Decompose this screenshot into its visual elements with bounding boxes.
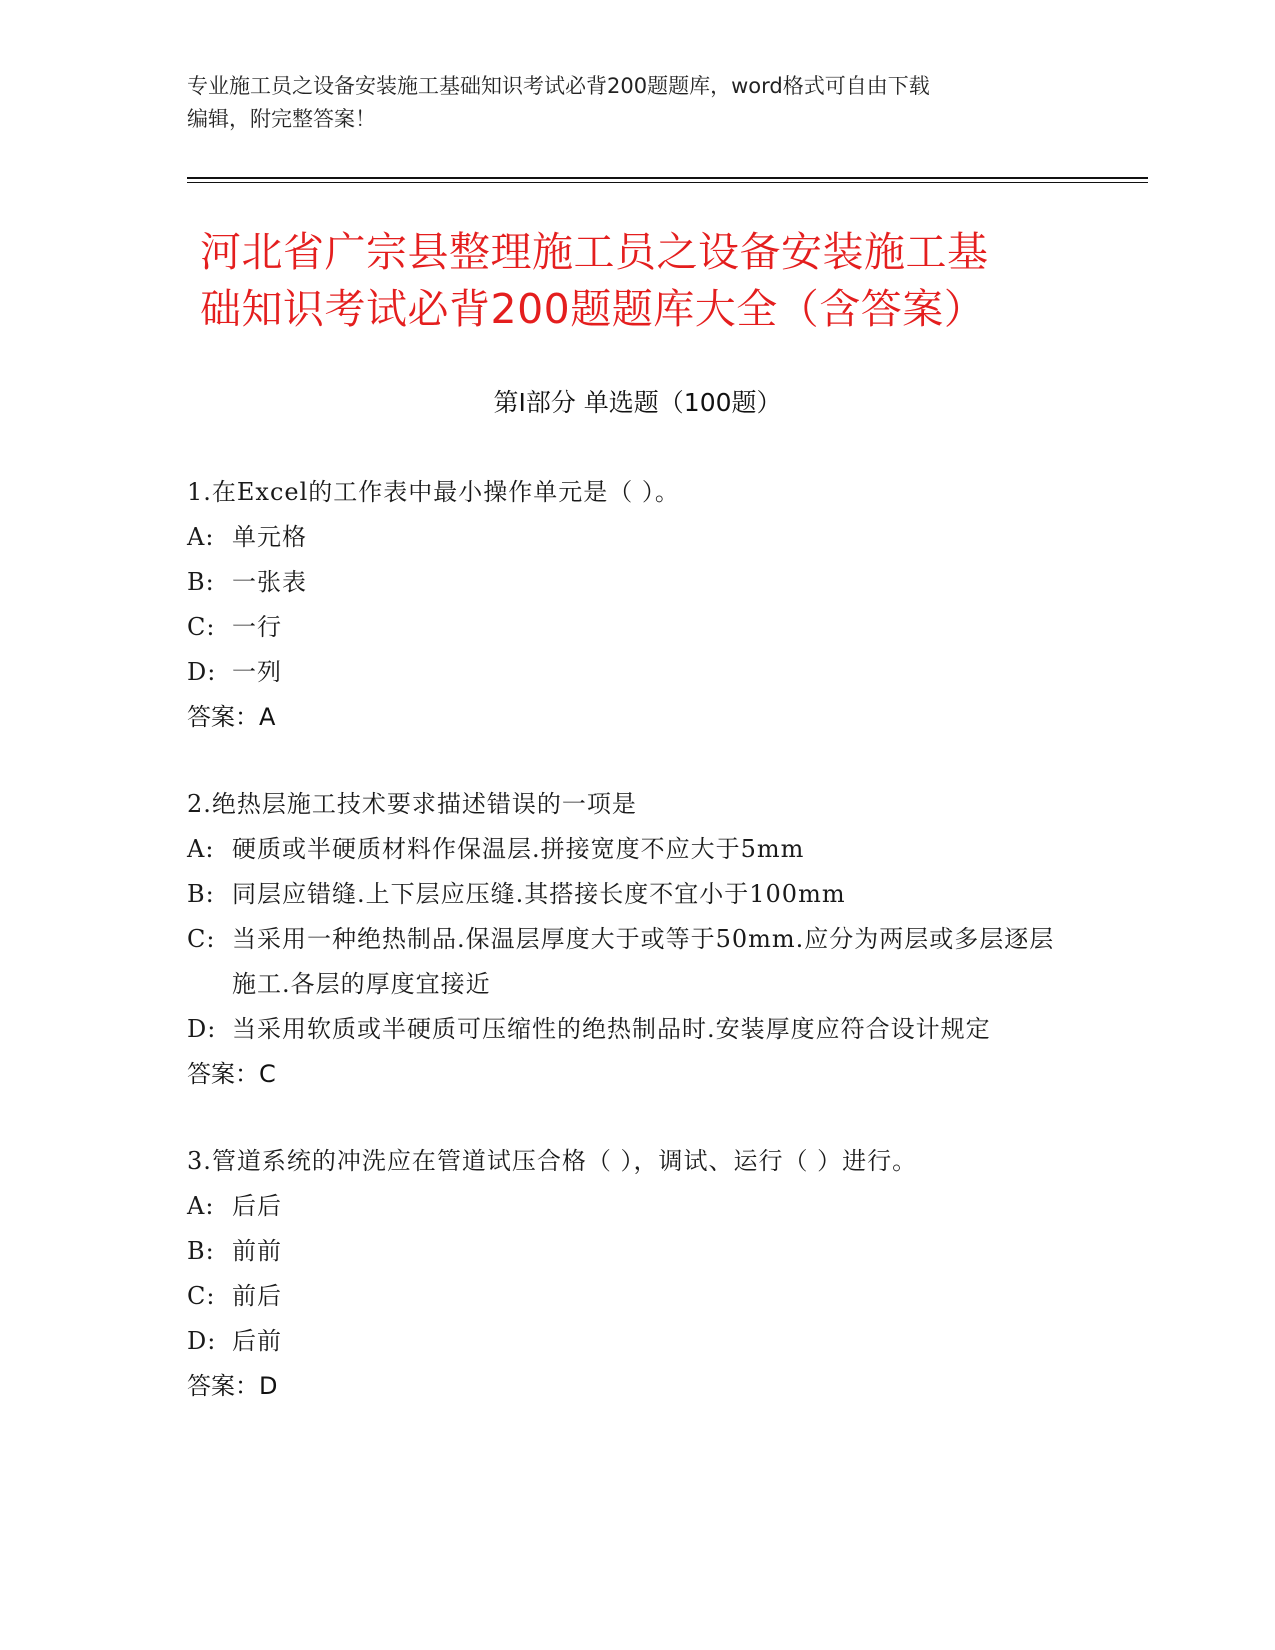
document-title-line-1: 河北省广宗县整理施工员之设备安装施工基 [200, 228, 989, 276]
option-text: 当采用软质或半硬质可压缩性的绝热制品时.安装厚度应符合设计规定 [232, 1015, 991, 1043]
option-c [187, 605, 1077, 650]
option-letter: B: [187, 568, 215, 596]
option-letter: C: [187, 925, 216, 953]
option-letter: B: [187, 1237, 215, 1265]
option-letter: D: [187, 658, 217, 686]
answer-label: 答案：C [187, 1060, 276, 1088]
option-letter: C: [187, 613, 216, 641]
answer-label: 答案：A [187, 703, 276, 731]
option-letter: A: [187, 1192, 215, 1220]
option-d [187, 1319, 1077, 1364]
option-letter: D: [187, 1015, 217, 1043]
option-d [187, 1007, 1077, 1052]
option-b [187, 1229, 1077, 1274]
option-text: 当采用一种绝热制品.保温层厚度大于或等于50mm.应分为两层或多层逐层施工.各层的厚度宜接近 [232, 925, 1055, 998]
document-title-line-2: 础知识考试必背200题题库大全（含答案） [200, 285, 986, 333]
option-d [187, 650, 1077, 695]
option-letter: A: [187, 835, 215, 863]
question-list [187, 470, 1077, 1451]
option-letter: D: [187, 1327, 217, 1355]
option-c [187, 1274, 1077, 1319]
option-b [187, 872, 1077, 917]
header-note [187, 70, 1087, 136]
header-divider-thick [187, 177, 1148, 179]
option-text: 一行 [232, 613, 282, 641]
option-text: 后后 [232, 1192, 282, 1220]
option-text: 前后 [232, 1282, 282, 1310]
header-note-line-2: 编辑，附完整答案！ [187, 107, 376, 131]
header-note-line-1: 专业施工员之设备安装施工基础知识考试必背200题题库，word格式可自由下载 [187, 74, 930, 98]
option-letter: C: [187, 1282, 216, 1310]
question-stem: 2.绝热层施工技术要求描述错误的一项是 [187, 790, 637, 818]
option-text: 后前 [232, 1327, 282, 1355]
option-b [187, 560, 1077, 605]
option-text: 前前 [232, 1237, 282, 1265]
option-text: 硬质或半硬质材料作保温层.拼接宽度不应大于5mm [232, 835, 805, 863]
question-stem: 1.在Excel的工作表中最小操作单元是（ ）。 [187, 478, 680, 506]
option-a [187, 515, 1077, 560]
option-c [187, 917, 1077, 1007]
question-2 [187, 782, 1077, 1097]
document-title [200, 224, 1100, 338]
option-letter: A: [187, 523, 215, 551]
option-a [187, 827, 1077, 872]
question-stem: 3.管道系统的冲洗应在管道试压合格（ ），调试、运行（ ）进行。 [187, 1147, 918, 1175]
section-title: 第I部分 单选题（100题） [493, 388, 782, 417]
question-1 [187, 470, 1077, 740]
question-3 [187, 1139, 1077, 1409]
option-letter: B: [187, 880, 215, 908]
answer-label: 答案：D [187, 1372, 278, 1400]
option-text: 同层应错缝.上下层应压缝.其搭接长度不宜小于100mm [232, 880, 846, 908]
option-text: 一列 [232, 658, 282, 686]
option-text: 单元格 [232, 523, 307, 551]
option-a [187, 1184, 1077, 1229]
option-text: 一张表 [232, 568, 307, 596]
header-divider-thin [187, 182, 1148, 183]
